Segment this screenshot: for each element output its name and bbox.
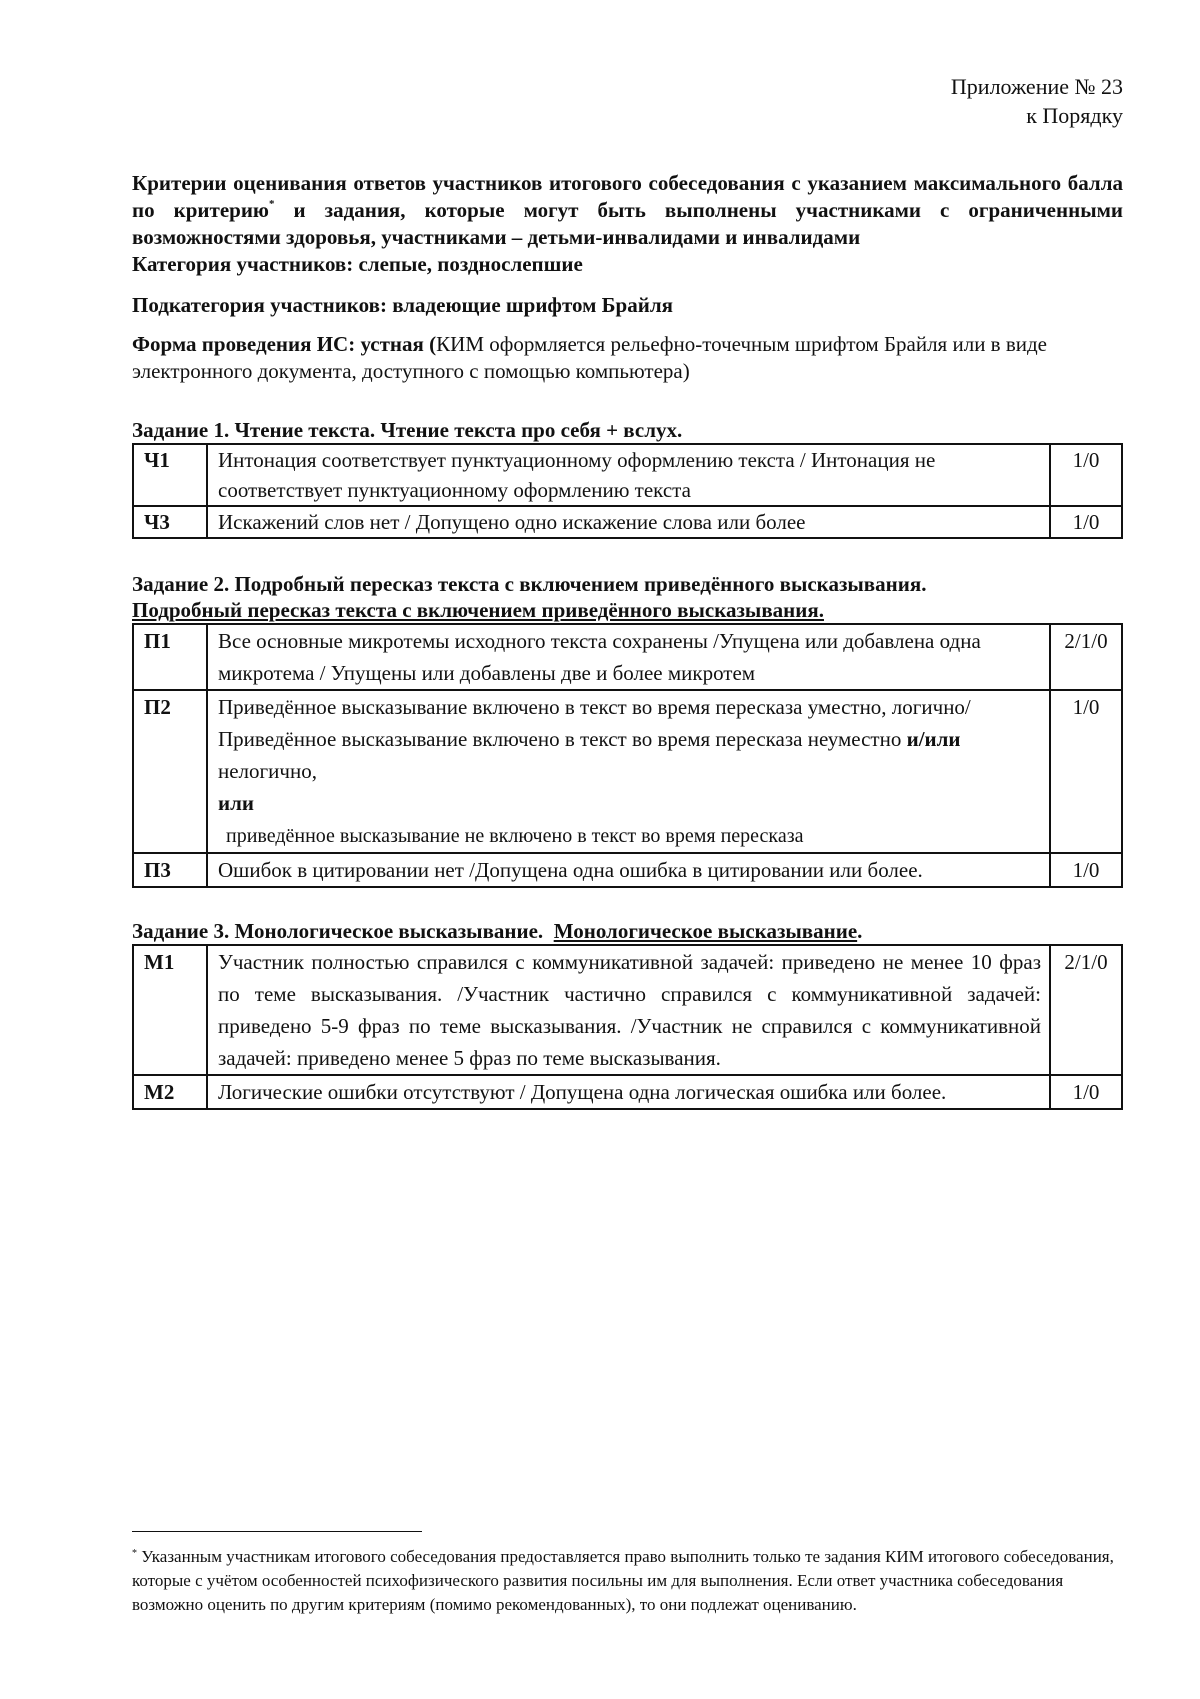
table-row bbox=[133, 690, 1122, 853]
task2-heading-underlined: Подробный пересказ текста с включением приведённого высказывания. bbox=[132, 598, 824, 622]
criterion-code: П1 bbox=[133, 624, 207, 690]
criterion-description: Искажений слов нет / Допущено одно искажение слова или более bbox=[207, 506, 1050, 538]
criterion-description-part: нелогично, bbox=[218, 759, 317, 783]
criterion-score: 2/1/0 bbox=[1050, 624, 1122, 690]
criterion-score: 1/0 bbox=[1050, 444, 1122, 506]
table-row bbox=[133, 1075, 1122, 1109]
table-row bbox=[133, 506, 1122, 538]
document-page bbox=[132, 72, 1123, 1110]
criterion-code: Ч3 bbox=[133, 506, 207, 538]
document-title bbox=[132, 170, 1123, 251]
exam-form bbox=[132, 331, 1123, 385]
criterion-code: П3 bbox=[133, 853, 207, 887]
criterion-description: Логические ошибки отсутствуют / Допущена одна логическая ошибка или более. bbox=[207, 1075, 1050, 1109]
criterion-code: М2 bbox=[133, 1075, 207, 1109]
table-row bbox=[133, 444, 1122, 506]
criterion-score: 2/1/0 bbox=[1050, 945, 1122, 1075]
criterion-code: М1 bbox=[133, 945, 207, 1075]
task3-criteria-table bbox=[132, 944, 1123, 1110]
criterion-description bbox=[207, 690, 1050, 853]
appendix-reference bbox=[132, 72, 1123, 130]
title-text-start: Критерии оценивания ответов участников итогового собеседования с указанием максимального балла по критерию bbox=[132, 171, 1123, 222]
task2-heading: Задание 2. Подробный пересказ текста с включением приведённого высказывания. bbox=[132, 572, 927, 596]
criterion-score: 1/0 bbox=[1050, 1075, 1122, 1109]
exam-form-label: Форма проведения ИС: устная ( bbox=[132, 332, 437, 356]
criterion-description: Участник полностью справился с коммуникативной задачей: приведено не менее 10 фраз по теме высказывания. /Участник частично справился с коммуникативной задачей: приведено 5-9 фраз по теме высказывания. /Участник не справился с коммуникативной задачей: приведено менее 5 фраз по теме высказывания. bbox=[207, 945, 1050, 1075]
task1-heading: Задание 1. Чтение текста. Чтение текста про себя + вслух. bbox=[132, 418, 683, 442]
footnote bbox=[132, 1545, 1123, 1617]
criterion-code: П2 bbox=[133, 690, 207, 853]
title-text-end: и задания, которые могут быть выполнены участниками с ограниченными возможностями здоровья, участниками – детьми-инвалидами и инвалидами bbox=[132, 198, 1123, 249]
appendix-order: к Порядку bbox=[1026, 103, 1123, 128]
exam-form-description: КИМ оформляется рельефно-точечным шрифтом Брайля или в виде электронного документа, доступного с помощью компьютера) bbox=[132, 332, 1048, 383]
footnote-text: Указанным участникам итогового собеседования предоставляется право выполнить только те задания КИМ итогового собеседования, которые с учётом особенностей психофизического развития посильны им для выполнения. Если ответ участника собеседования возможно оценить по другим критериям (помимо рекомендованных), то они подлежат оцениванию. bbox=[132, 1547, 1114, 1614]
criterion-code: Ч1 bbox=[133, 444, 207, 506]
footnote-separator bbox=[132, 1531, 422, 1532]
criterion-description-part: Приведённое высказывание включено в текст во время пересказа уместно, логично/ Приведённое высказывание включено в текст во время пересказа неуместно bbox=[218, 695, 971, 751]
criterion-score: 1/0 bbox=[1050, 853, 1122, 887]
table-row bbox=[133, 853, 1122, 887]
appendix-number: Приложение № 23 bbox=[950, 74, 1123, 99]
criterion-description-bold: и/или bbox=[906, 727, 961, 751]
participant-subcategory: Подкатегория участников: владеющие шрифтом Брайля bbox=[132, 293, 673, 317]
task3-heading-text: Задание 3. Монологическое высказывание. bbox=[132, 919, 554, 943]
criterion-score: 1/0 bbox=[1050, 506, 1122, 538]
criterion-description: Все основные микротемы исходного текста сохранены /Упущена или добавлена одна микротема / Упущены или добавлены две и более микротем bbox=[207, 624, 1050, 690]
task3-heading-end: . bbox=[857, 919, 863, 943]
footnote-mark: * bbox=[132, 1548, 137, 1559]
table-row bbox=[133, 945, 1122, 1075]
criterion-score: 1/0 bbox=[1050, 690, 1122, 853]
criterion-description: Интонация соответствует пунктуационному оформлению текста / Интонация не соответствует пунктуационному оформлению текста bbox=[207, 444, 1050, 506]
criterion-description-part: приведённое высказывание не включено в текст во время пересказа bbox=[226, 825, 804, 847]
criterion-description: Ошибок в цитировании нет /Допущена одна ошибка в цитировании или более. bbox=[207, 853, 1050, 887]
title-footnote-mark: * bbox=[268, 198, 275, 210]
task3-heading bbox=[132, 918, 1123, 944]
table-row bbox=[133, 624, 1122, 690]
task2-criteria-table bbox=[132, 623, 1123, 888]
criterion-or-word: или bbox=[218, 791, 254, 815]
task3-heading-underlined: Монологическое высказывание bbox=[553, 919, 858, 943]
task1-criteria-table bbox=[132, 443, 1123, 539]
participant-category: Категория участников: слепые, позднослепшие bbox=[132, 252, 583, 276]
